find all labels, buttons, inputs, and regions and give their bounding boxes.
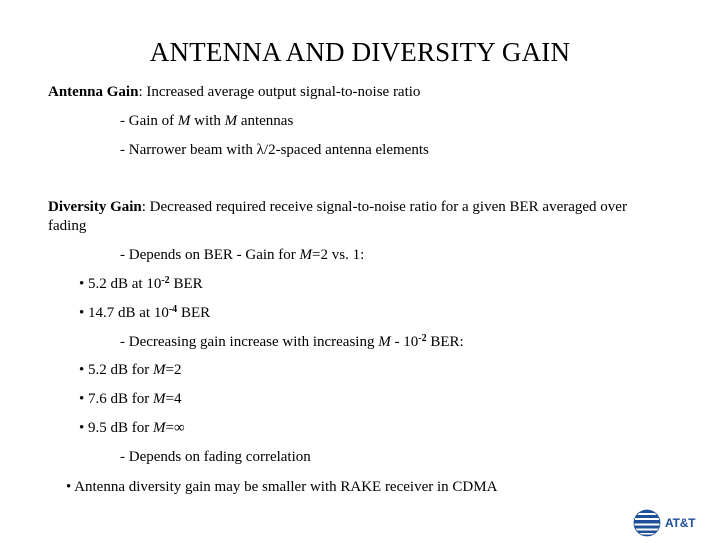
m-bullet-text: • 7.6 dB for — [79, 391, 153, 407]
antenna-gain-description: : Increased average output signal-to-noise ratio — [138, 84, 421, 100]
lambda-symbol: λ — [256, 142, 264, 158]
ber-bullet — [79, 275, 203, 294]
m-bullet — [79, 361, 181, 380]
ber-bullet-suffix: BER — [169, 276, 203, 292]
m-bullet — [79, 419, 185, 438]
logo-text: AT&T — [665, 516, 696, 530]
globe-icon — [632, 508, 664, 538]
gain-of-m-prefix: - Gain of — [120, 113, 178, 129]
m-bullet-suffix: =∞ — [165, 420, 185, 436]
antenna-gain-label: Antenna Gain — [48, 84, 139, 100]
ber-exponent: -2 — [161, 275, 170, 286]
gain-of-m-suffix: antennas — [237, 113, 294, 129]
ber-bullet-text: • 5.2 dB at 10 — [79, 276, 162, 292]
ber-exponent: -2 — [418, 333, 427, 344]
variable-m: M — [299, 247, 313, 263]
ber-bullet — [79, 304, 210, 323]
depends-on-ber-item — [120, 246, 364, 265]
gain-of-m-item — [120, 112, 293, 131]
decreasing-suffix: BER: — [426, 334, 464, 350]
variable-m: M — [153, 420, 166, 436]
m-bullet-suffix: =4 — [165, 391, 182, 407]
narrower-beam-prefix: - Narrower beam with — [120, 142, 257, 158]
att-logo — [632, 508, 694, 538]
decreasing-middle: - 10 — [390, 334, 419, 350]
gain-of-m-middle: with — [190, 113, 225, 129]
antenna-gain-heading — [48, 83, 420, 102]
variable-m: M — [153, 362, 166, 378]
variable-m: M — [153, 391, 166, 407]
ber-bullet-suffix: BER — [177, 305, 211, 321]
depends-ber-prefix: - Depends on BER - Gain for — [120, 247, 300, 263]
narrower-beam-suffix: /2-spaced antenna elements — [263, 142, 429, 158]
ber-bullet-text: • 14.7 dB at 10 — [79, 305, 169, 321]
diversity-gain-description: : Decreased required receive signal-to-noise ratio for a given BER averaged over fading — [48, 199, 627, 234]
rake-note: • Antenna diversity gain may be smaller with RAKE receiver in CDMA — [66, 479, 498, 495]
diversity-gain-label: Diversity Gain — [48, 199, 142, 215]
ber-exponent: -4 — [168, 304, 178, 315]
variable-m: M — [378, 334, 391, 350]
decreasing-gain-item — [120, 333, 464, 352]
m-bullet-text: • 9.5 dB for — [79, 420, 153, 436]
variable-m: M — [177, 113, 191, 129]
m-bullet-text: • 5.2 dB for — [79, 362, 153, 378]
decreasing-prefix: - Decreasing gain increase with increasing — [120, 334, 379, 350]
depends-ber-suffix: =2 vs. 1: — [312, 247, 365, 263]
depends-fading-item: - Depends on fading correlation — [120, 449, 311, 465]
narrower-beam-item — [120, 141, 429, 160]
slide-title: ANTENNA AND DIVERSITY GAIN — [149, 37, 571, 67]
variable-m: M — [224, 113, 238, 129]
m-bullet-suffix: =2 — [165, 362, 182, 378]
diversity-gain-heading — [48, 198, 658, 236]
m-bullet — [79, 390, 181, 409]
